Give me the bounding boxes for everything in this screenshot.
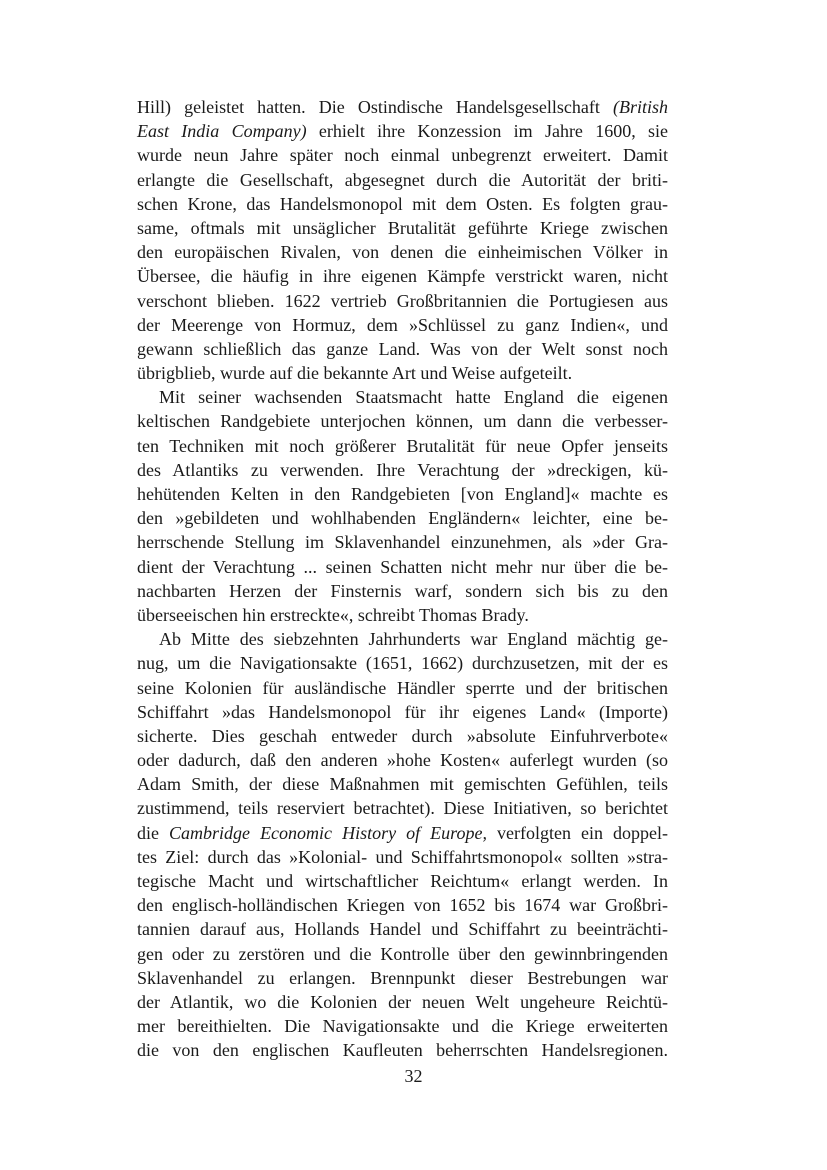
text-line [137, 216, 668, 240]
text-segment: seine Kolonien für ausländische Händler sperrte und der britischen [137, 677, 668, 698]
paragraph [137, 627, 668, 1062]
text-line [137, 289, 668, 313]
text-line [137, 409, 668, 433]
text-segment: sicherte. Dies geschah entweder durch »absolute Einfuhrverbote« [137, 725, 668, 746]
text-line [137, 821, 668, 845]
page-number: 32 [404, 1066, 423, 1086]
text-line [137, 651, 668, 675]
text-line [137, 627, 668, 651]
text-segment: den englisch-holländischen Kriegen von 1652 bis 1674 war Großbri- [137, 895, 668, 916]
text-segment: den »gebildeten und wohlhabenden Engländern« leichter, eine be- [137, 508, 668, 529]
text-segment: nachbarten Herzen der Finsternis warf, sondern sich bis zu den [137, 580, 668, 601]
text-line [137, 579, 668, 603]
text-segment: verfolgten ein doppel- [486, 822, 668, 843]
paragraph [137, 385, 668, 627]
text-line [137, 917, 668, 941]
text-segment: gewann schließlich das ganze Land. Was von der Welt sonst noch [137, 338, 668, 359]
text-segment: Schiffahrt »das Handelsmonopol für ihr eigenes Land« (Importe) [137, 701, 668, 722]
text-line [137, 796, 668, 820]
text-line [137, 1014, 668, 1038]
text-segment: keltischen Randgebiete unterjochen können, um dann die verbesser- [137, 411, 668, 432]
text-segment: hehütenden Kelten in den Randgebieten [von England]« machte es [137, 484, 668, 504]
text-segment: oder dadurch, daß den anderen »hohe Kosten« auferlegt wurden (so [137, 750, 668, 771]
text-line [137, 942, 668, 966]
text-line [137, 337, 668, 361]
text-line [137, 530, 668, 554]
text-segment: tannien darauf aus, Hollands Handel und Schiffahrt zu beeinträchti- [137, 919, 668, 940]
text-line [137, 458, 668, 482]
text-line [137, 893, 668, 917]
text-line [137, 676, 668, 700]
text-segment: des Atlantiks zu verwenden. Ihre Verachtung der »dreckigen, kü- [137, 459, 668, 480]
text-segment: ten Techniken mit noch größerer Brutalität für neue Opfer jenseits [137, 435, 668, 456]
text-segment: die [137, 822, 170, 843]
italic-text: (British [612, 97, 668, 117]
text-line [137, 990, 668, 1014]
text-line [137, 240, 668, 264]
text-line [137, 482, 668, 506]
text-segment: der Atlantik, wo die Kolonien der neuen Welt ungeheure Reichtü- [137, 991, 668, 1012]
text-line [137, 506, 668, 530]
text-segment: übrigblieb, wurde auf die bekannte Art und Weise aufgeteilt. [137, 363, 573, 384]
text-line [137, 168, 668, 192]
text-segment: gen oder zu zerstören und die Kontrolle über den gewinnbringenden [137, 943, 668, 964]
text-segment: erhielt ihre Konzession im Jahre 1600, sie [306, 121, 668, 142]
text-segment: Sklavenhandel zu erlangen. Brennpunkt dieser Bestrebungen war [137, 967, 668, 988]
text-segment: schen Krone, das Handelsmonopol mit dem Osten. Es folgten grau- [137, 193, 668, 214]
text-segment: zustimmend, teils reserviert betrachtet). Diese Initiativen, so berichtet [137, 798, 668, 819]
text-line [137, 95, 668, 119]
text-line [137, 772, 668, 796]
text-segment: der Meerenge von Hormuz, dem »Schlüssel zu ganz Indien«, und [137, 314, 668, 335]
text-segment: Hill) geleistet hatten. Die Ostindische Handelsgesellschaft [137, 97, 613, 117]
paragraph [137, 95, 668, 385]
text-line [137, 748, 668, 772]
text-segment: verschont blieben. 1622 vertrieb Großbritannien die Portugiesen aus [137, 290, 668, 311]
text-line [137, 313, 668, 337]
text-segment: Ab Mitte des siebzehnten Jahrhunderts war England mächtig ge- [159, 629, 668, 650]
text-segment: die von den englischen Kaufleuten beherrschten Handelsregionen. [137, 1040, 668, 1061]
text-segment: dient der Verachtung ... seinen Schatten nicht mehr nur über die be- [137, 556, 668, 577]
text-line [137, 845, 668, 869]
text-segment: herrschende Stellung im Sklavenhandel einzunehmen, als »der Gra- [137, 532, 668, 553]
text-line [137, 434, 668, 458]
text-line [137, 385, 668, 409]
text-segment: Adam Smith, der diese Maßnahmen mit gemischten Gefühlen, teils [137, 774, 668, 795]
text-segment: same, oftmals mit unsäglicher Brutalität geführte Kriege zwischen [137, 217, 668, 238]
text-line [137, 361, 668, 385]
italic-text: East India Company) [137, 121, 307, 142]
text-line [137, 119, 668, 143]
text-segment: tegische Macht und wirtschaftlicher Reichtum« erlangt werden. In [137, 871, 668, 891]
text-segment: erlangte die Gesellschaft, abgesegnet durch die Autorität der briti- [137, 169, 668, 190]
italic-text: Cambridge Economic History of Europe, [169, 822, 487, 843]
text-segment: wurde neun Jahre später noch einmal unbegrenzt erweitert. Damit [137, 145, 668, 166]
text-line [137, 143, 668, 167]
text-line [137, 603, 668, 627]
text-line [137, 724, 668, 748]
text-segment: mer bereithielten. Die Navigationsakte und die Kriege erweiterten [137, 1016, 668, 1037]
body-text [137, 95, 668, 1063]
text-line [137, 264, 668, 288]
text-line [137, 966, 668, 990]
text-line [137, 192, 668, 216]
text-segment: überseeischen hin erstreckte«, schreibt Thomas Brady. [137, 604, 529, 625]
text-segment: tes Ziel: durch das »Kolonial- und Schiffahrtsmonopol« sollten »stra- [137, 846, 668, 867]
text-line [137, 1038, 668, 1062]
text-line [137, 555, 668, 579]
text-line [137, 700, 668, 724]
text-segment: den europäischen Rivalen, von denen die einheimischen Völker in [137, 242, 668, 263]
text-segment: Mit seiner wachsenden Staatsmacht hatte England die eigenen [159, 387, 668, 408]
text-segment: Übersee, die häufig in ihre eigenen Kämpfe verstrickt waren, nicht [137, 266, 668, 287]
text-segment: nug, um die Navigationsakte (1651, 1662) durchzusetzen, mit der es [137, 653, 668, 674]
text-line [137, 869, 668, 893]
